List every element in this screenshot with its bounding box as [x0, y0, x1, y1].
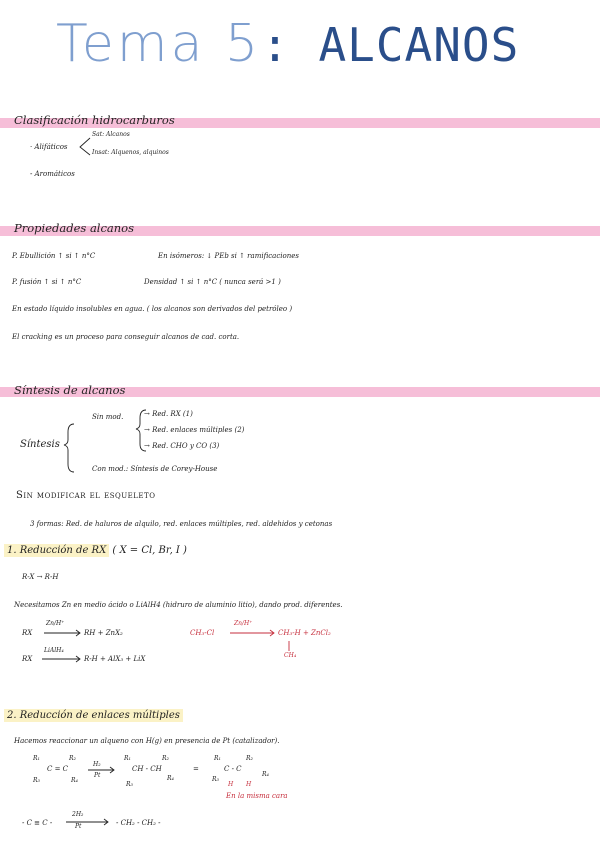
- saturated-label: Sat: Alcanos: [92, 131, 130, 138]
- alkyne-catalyst: Pt: [75, 823, 82, 830]
- eq1-example-reactant: CH₃-Cl: [190, 629, 215, 637]
- route-red-cho-co: → Red. CHO y CO (3): [144, 442, 220, 450]
- section-heading-propiedades: Propiedades alcanos: [14, 221, 135, 235]
- syn-r4: R₄: [262, 771, 269, 778]
- section-heading-sintesis: Síntesis de alcanos: [14, 383, 126, 397]
- classification-bracket: [80, 138, 90, 155]
- sintesis-brace: [64, 424, 74, 472]
- syn-r2: R₂: [246, 755, 253, 762]
- alkene-r2: R₂: [69, 755, 76, 762]
- syn-c-c: C - C: [224, 765, 242, 773]
- sintesis-label: Síntesis: [20, 439, 60, 450]
- alkyne-product: - CH₂ - CH₂ -: [116, 819, 161, 827]
- subheading-reduccion-enlaces-text: 2. Reducción de enlaces múltiples: [4, 709, 183, 722]
- alkene-r3: R₃: [33, 777, 40, 784]
- eq2-reactant: RX: [22, 655, 33, 663]
- prop-density: Densidad ↑ si ↑ n°C ( nunca será >1 ): [144, 278, 281, 286]
- section-heading-clasificacion: Clasificación hidrocarburos: [14, 113, 175, 127]
- subheading-reduccion-rx-text: 1. Reducción de RX: [4, 544, 109, 557]
- eq1-example-arrowhead: [270, 630, 274, 636]
- hydrogenation-arrowhead: [110, 767, 114, 773]
- equals-sign: =: [193, 765, 199, 773]
- eq1-example-methane: CH₄: [284, 652, 297, 659]
- alkane-ch-ch: CH - CH: [132, 765, 162, 773]
- hacemos-text: Hacemos reaccionar un alqueno con H(g) en presencia de Pt (catalizador).: [14, 737, 280, 745]
- alkyne-arrowhead: [104, 819, 108, 825]
- hydrogen-reagent: H₂: [93, 761, 101, 768]
- alkene-double-bond: C = C: [47, 765, 69, 773]
- prop-isomers: En isómeros: ↓ PEb si ↑ ramificaciones: [158, 252, 299, 260]
- alkyne-reactant: - C ≡ C -: [22, 819, 53, 827]
- con-mod-label: Con mod.: Síntesis de Corey-House: [92, 465, 218, 473]
- subheading-reduccion-enlaces: [4, 710, 183, 721]
- prop-solubility: En estado líquido insolubles en agua. ( los alcanos son derivados del petróleo ): [12, 305, 293, 313]
- halogen-list: ( X = Cl, Br, I ): [112, 545, 187, 556]
- route-red-enlaces: → Red. enlaces múltiples (2): [144, 426, 245, 434]
- eq1-products: RH + ZnX₂: [84, 629, 123, 637]
- alkane-r1: R₁: [124, 755, 131, 762]
- eq2-reagent: LiAlH₄: [44, 647, 64, 654]
- eq1-reactant: RX: [22, 629, 33, 637]
- alkane-r3: R₃: [126, 781, 133, 788]
- unsaturated-label: Insat: Alquenos, alquinos: [92, 149, 169, 156]
- rx-to-rh: R-X → R-H: [22, 573, 59, 581]
- sin-modificar-heading: Sin modificar el esqueleto: [16, 490, 156, 501]
- subheading-reduccion-rx: [4, 545, 187, 556]
- syn-h-right: H: [246, 781, 252, 788]
- syn-h-left: H: [228, 781, 234, 788]
- syn-r1: R₁: [214, 755, 221, 762]
- page-title: [56, 14, 519, 74]
- tres-formas-text: 3 formas: Red. de haluros de alquilo, red. enlaces múltiples, red. aldehidos y cetonas: [30, 520, 333, 528]
- alkane-r4: R₄: [167, 775, 174, 782]
- alifaticos-label: · Alifáticos: [30, 143, 68, 151]
- platinum-catalyst: Pt: [94, 772, 101, 779]
- sin-mod-label: Sin mod.: [92, 413, 124, 421]
- prop-boiling: P. Ebullición ↑ si ↑ n°C: [12, 252, 96, 260]
- misma-cara-note: En la misma cara: [226, 792, 288, 800]
- alkene-r1: R₁: [33, 755, 40, 762]
- prop-fusion: P. fusión ↑ si ↑ n°C: [12, 278, 82, 286]
- eq1-example-reagent: Zn/H⁺: [234, 620, 253, 627]
- alkyne-reagent: 2H₂: [72, 811, 84, 818]
- eq1-example-products: CH₃-H + ZnCl₂: [278, 629, 331, 637]
- aromaticos-label: - Aromáticos: [30, 170, 75, 178]
- route-red-rx: → Red. RX (1): [144, 410, 193, 418]
- eq2-arrowhead: [76, 656, 80, 662]
- eq1-reagent: Zn/H⁺: [46, 620, 65, 627]
- title-main: Tema 5: [56, 14, 262, 74]
- necesitamos-text: Necesitamos Zn en medio ácido o LiAlH4 (hidruro de aluminio litio), dando prod. diferentes.: [14, 601, 343, 609]
- eq2-products: R-H + AlX₃ + LiX: [84, 655, 146, 663]
- alkene-r4: R₄: [71, 777, 78, 784]
- syn-r3: R₃: [212, 776, 219, 783]
- alkane-r2: R₂: [162, 755, 169, 762]
- title-accent: : ALCANOS: [261, 18, 520, 72]
- prop-cracking: El cracking es un proceso para conseguir alcanos de cad. corta.: [12, 333, 240, 341]
- eq1-arrowhead: [76, 630, 80, 636]
